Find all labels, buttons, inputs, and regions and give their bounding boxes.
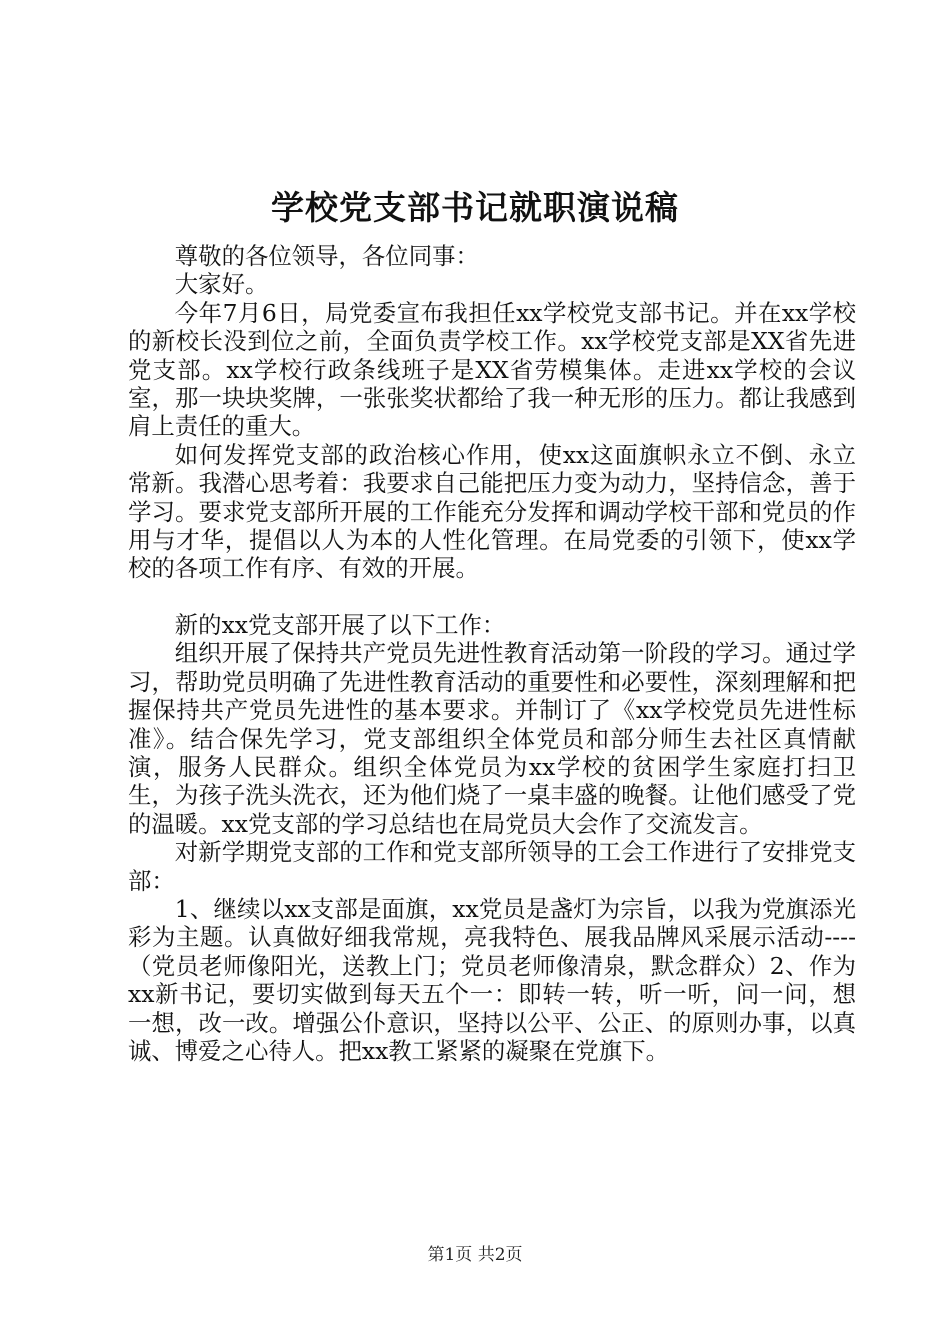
document-body [128,242,856,1065]
paragraph-plans: 1、继续以xx支部是面旗，xx党员是盏灯为宗旨，以我为党旗添光彩为主题。认真做好细我常规，亮我特色、展我品牌风采展示活动----（党员老师像阳光，送教上门；党员老师像清泉，默念群众）2、作为xx新书记，要切实做到每天五个一：即转一转，听一听，问一问，想一想，改一改。增强公仆意识，坚持以公平、公正、的原则办事，以真诚、博爱之心待人。把xx教工紧紧的凝聚在党旗下。 [128,894,856,1065]
paragraph-role: 如何发挥党支部的政治核心作用，使xx这面旗帜永立不倒、永立常新。我潜心思考着：我要求自己能把压力变为动力，坚持信念，善于学习。要求党支部所开展的工作能充分发挥和调动学校干部和党员的作用与才华，提倡以人为本的人性化管理。在局党委的引领下，使xx学校的各项工作有序、有效的开展。 [128,440,856,583]
paragraph-appointment: 今年7月6日，局党委宣布我担任xx学校党支部书记。并在xx学校的新校长没到位之前，全面负责学校工作。xx学校党支部是XX省先进党支部。xx学校行政条线班子是XX省劳模集体。走进xx学校的会议室，那一块块奖牌，一张张奖状都给了我一种无形的压力。都让我感到肩上责任的重大。 [128,298,856,441]
page-number-footer: 第1页 共2页 [427,1245,523,1265]
paragraph-education-activity: 组织开展了保持共产党员先进性教育活动第一阶段的学习。通过学习，帮助党员明确了先进性教育活动的重要性和必要性，深刻理解和把握保持共产党员先进性的基本要求。并制订了《xx学校党员先进性标准》。结合保先学习，党支部组织全体党员和部分师生去社区真情献演，服务人民群众。组织全体党员为xx学校的贫困学生家庭打扫卫生，为孩子洗头洗衣，还为他们烧了一桌丰盛的晚餐。让他们感受了党的温暖。xx党支部的学习总结也在局党员大会作了交流发言。 [128,639,856,838]
document-title: 学校党支部书记就职演说稿 [271,188,679,227]
greeting: 大家好。 [174,270,269,299]
paragraph-spacer [128,583,856,611]
paragraph-work-intro: 新的xx党支部开展了以下工作： [174,610,506,639]
salutation: 尊敬的各位领导，各位同事： [174,242,479,270]
paragraph-new-semester: 对新学期党支部的工作和党支部所领导的工会工作进行了安排党支部： [128,838,856,895]
